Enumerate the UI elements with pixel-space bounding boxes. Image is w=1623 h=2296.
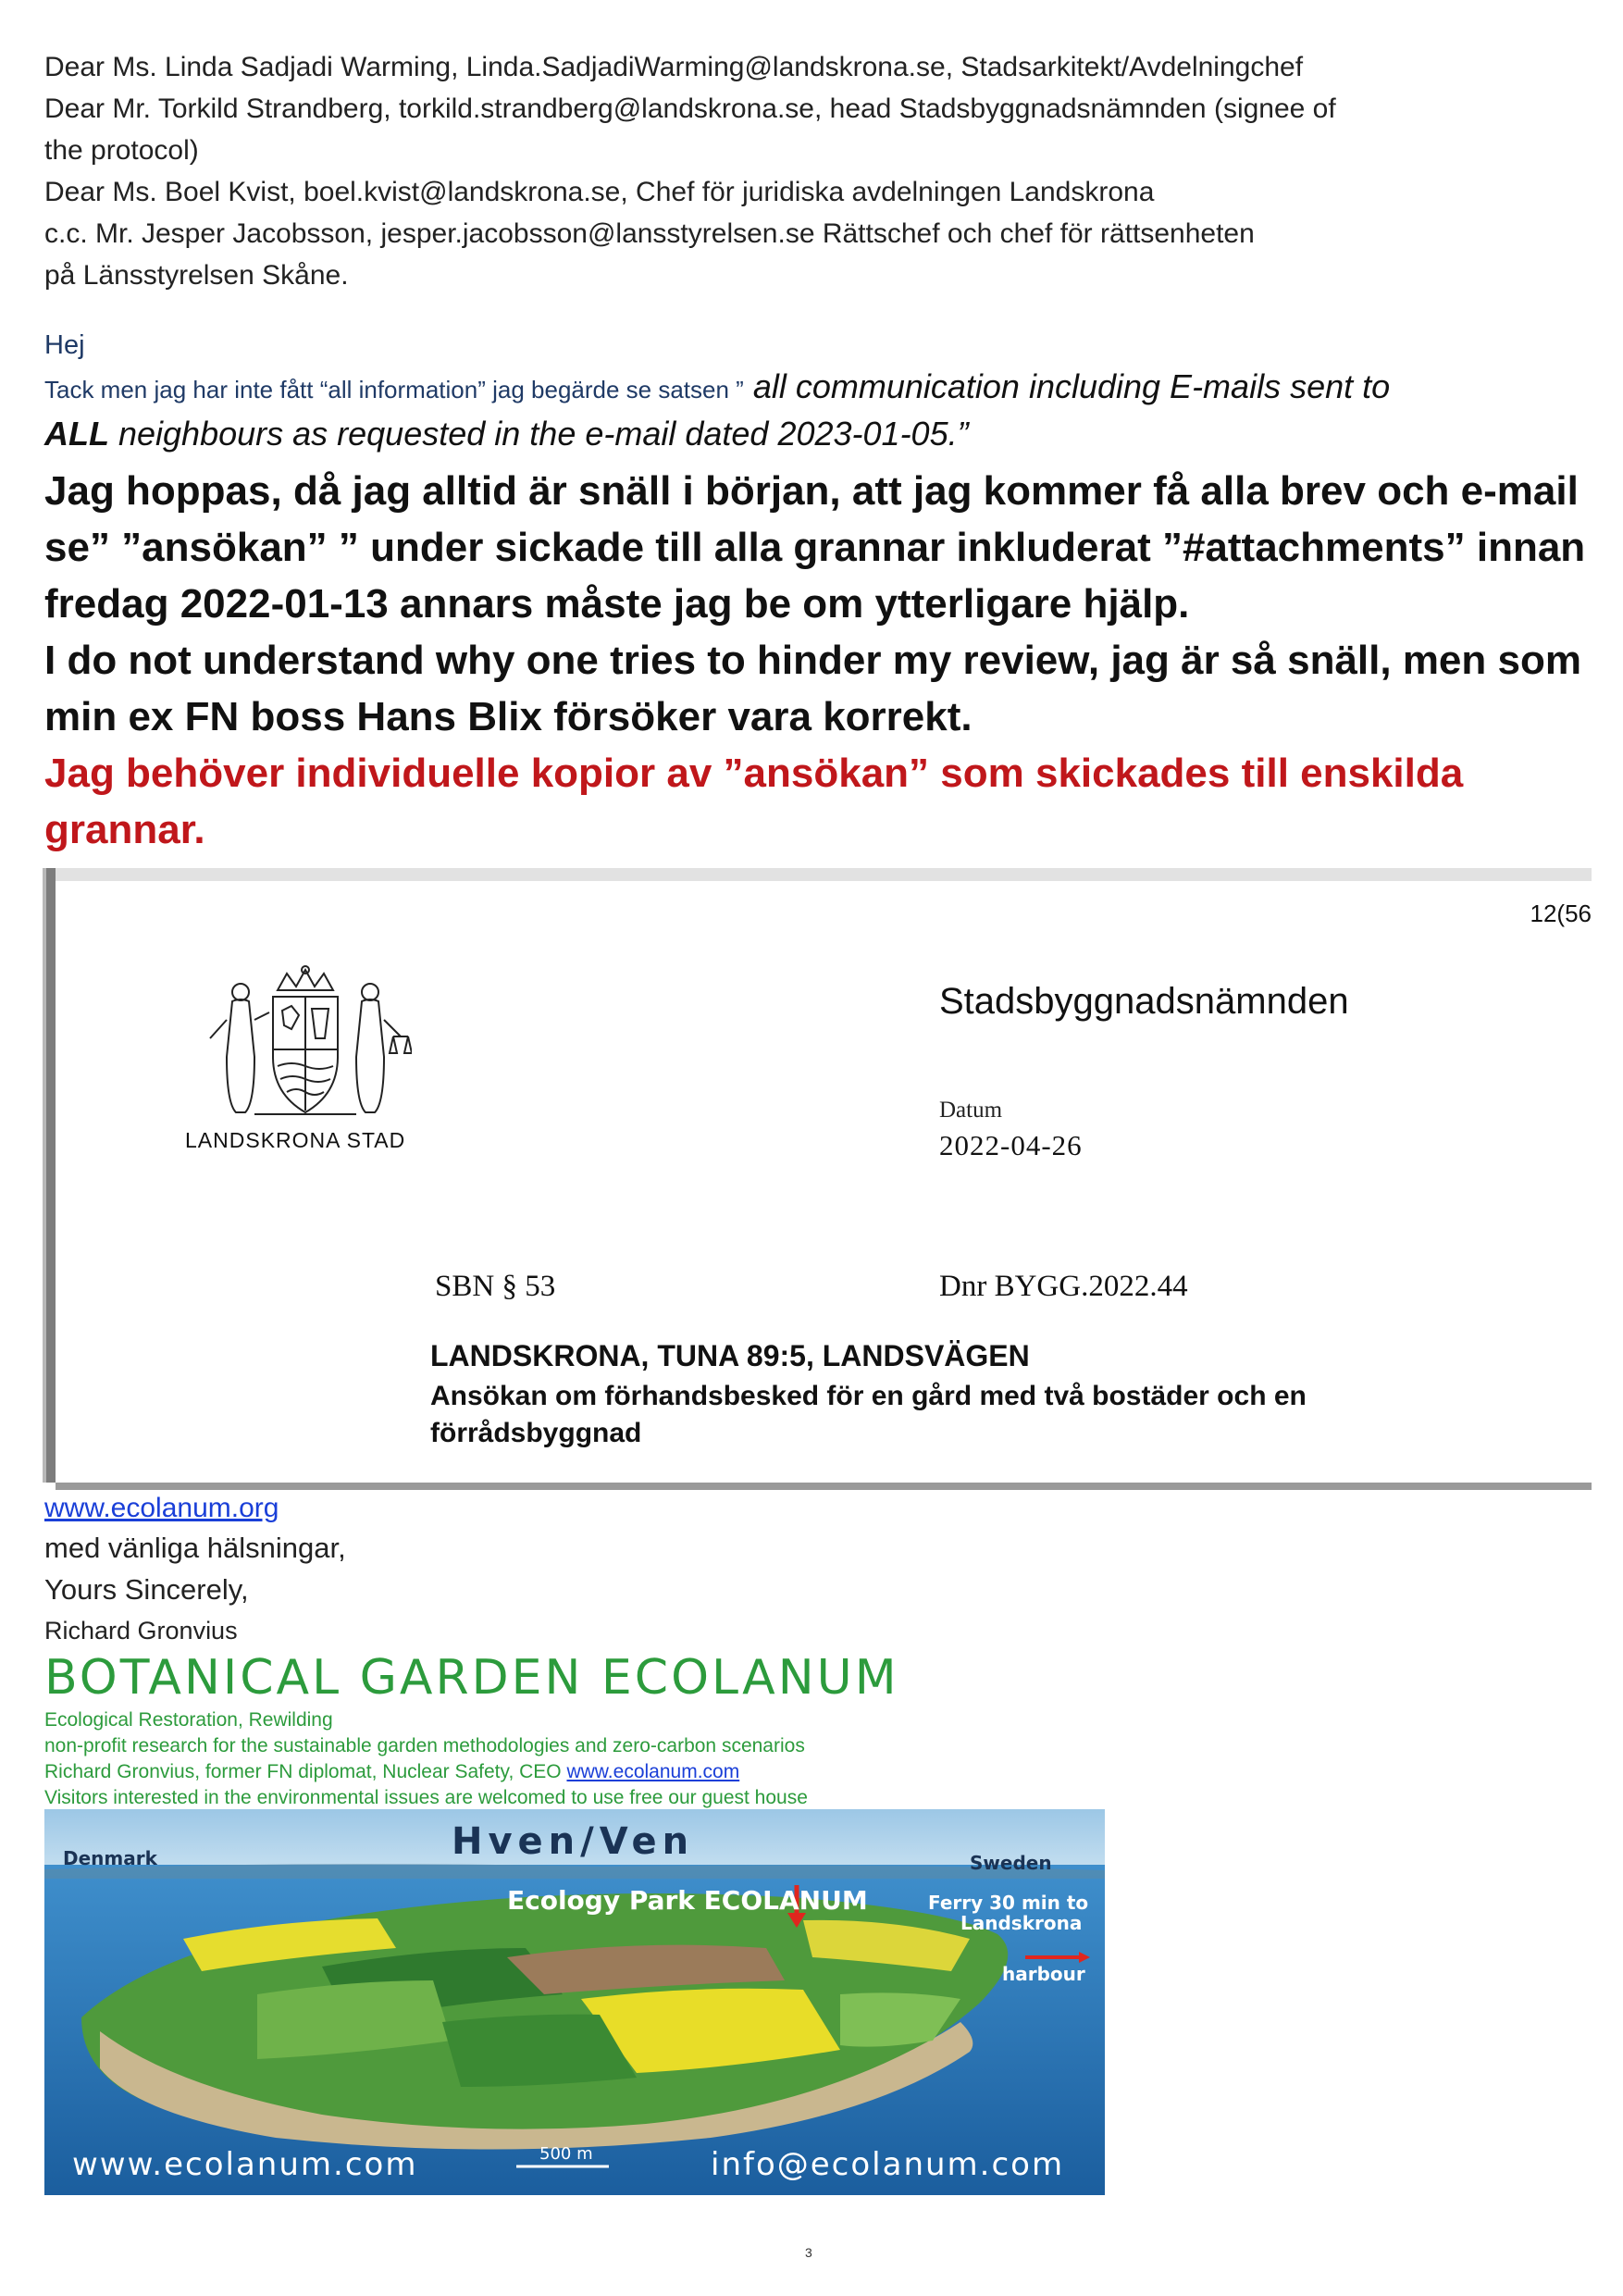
org-website-link[interactable]: www.ecolanum.com	[566, 1761, 740, 1782]
photo-email: info@ecolanum.com	[711, 2146, 1065, 2183]
greeting: Hej	[44, 330, 85, 360]
org-line-2: non-profit research for the sustainable garden methodologies and zero-carbon scenarios	[44, 1735, 805, 1756]
organization-title: BOTANICAL GARDEN ECOLANUM	[44, 1650, 899, 1706]
addressee-line-6: på Länsstyrelsen Skåne.	[44, 260, 349, 291]
request-quote-bold: ALL	[44, 415, 109, 453]
photo-ferry-destination: Landskrona	[960, 1912, 1083, 1934]
date-label: Datum	[939, 1098, 1003, 1123]
application-description: Ansökan om förhandsbesked för en gård med två bostäder och en förrådsbyggnad	[430, 1381, 1307, 1448]
photo-left-label: Denmark	[63, 1847, 157, 1869]
municipality-name: LANDSKRONA STAD	[185, 1128, 406, 1152]
org-line-4: Visitors interested in the environmental issues are welcomed to use free our guest house	[44, 1787, 808, 1808]
request-line	[44, 366, 1390, 411]
org-line-1: Ecological Restoration, Rewilding	[44, 1709, 333, 1731]
protocol-page-number: 12(56	[1530, 900, 1592, 927]
photo-website: www.ecolanum.com	[72, 2146, 418, 2183]
photo-scale-label: 500 m	[539, 2144, 593, 2164]
bold-paragraph-2: I do not understand why one tries to hinder my review, jag är så snäll, men som min ex FN boss Hans Blix försöker vara korrekt.	[44, 638, 1581, 739]
island-aerial-photo	[44, 1809, 1105, 2195]
org-line-3-text: Richard Gronvius, former FN diplomat, Nuclear Safety, CEO	[44, 1761, 567, 1782]
website-link[interactable]: www.ecolanum.org	[44, 1493, 279, 1523]
bold-paragraph-1: Jag hoppas, då jag alltid är snäll i början, att jag kommer få alla brev och e-mail se” ”ansökan” ” under sickade till alla grannar inkluderat ”#attachments” innan fredag 2022-01-13 annars måste jag be om ytterligare hjälp.	[44, 468, 1586, 627]
paragraph-number: SBN § 53	[435, 1270, 556, 1303]
request-intro: Tack men jag har inte fått “all information” jag begärde se satsen ”	[44, 376, 744, 403]
request-quote-2: neighbours as requested in the e-mail dated 2023-01-05.”	[108, 415, 969, 453]
diary-number: Dnr BYGG.2022.44	[939, 1270, 1188, 1303]
photo-right-label: Sweden	[970, 1852, 1052, 1874]
date-value: 2022-04-26	[939, 1129, 1083, 1161]
signer-name: Richard Gronvius	[44, 1617, 238, 1644]
protocol-scan	[56, 868, 1592, 1483]
request-quote-1: all communication including E-mails sent to	[743, 367, 1391, 405]
photo-park-label: Ecology Park ECOLANUM	[507, 1885, 868, 1916]
photo-ferry-label: Ferry 30 min to	[928, 1892, 1089, 1914]
photo-harbour-label: harbour	[1002, 1963, 1085, 1985]
coat-of-arms-logo	[199, 964, 412, 1122]
page-number: 3	[805, 2245, 812, 2260]
addressee-line-5: c.c. Mr. Jesper Jacobsson, jesper.jacobsson@lansstyrelsen.se Rättschef och chef för rättsenheten	[44, 218, 1255, 249]
addressee-line-4: Dear Ms. Boel Kvist, boel.kvist@landskrona.se, Chef för juridiska avdelningen Landskrona	[44, 177, 1155, 207]
addressee-line-3: the protocol)	[44, 135, 199, 166]
org-line-3	[44, 1761, 739, 1783]
photo-title: Hven/Ven	[452, 1820, 695, 1863]
addressee-line-2: Dear Mr. Torkild Strandberg, torkild.strandberg@landskrona.se, head Stadsbyggnadsnämnden (signee of	[44, 93, 1336, 124]
request-line-2	[44, 415, 969, 453]
closing-swedish: med vänliga hälsningar,	[44, 1532, 346, 1564]
closing-english: Yours Sincerely,	[44, 1573, 249, 1606]
addressee-line-1: Dear Ms. Linda Sadjadi Warming, Linda.SadjadiWarming@landskrona.se, Stadsarkitekt/Avdelningchef	[44, 52, 1304, 82]
red-paragraph: Jag behöver individuelle kopior av ”ansökan” som skickades till enskilda grannar.	[44, 751, 1464, 852]
board-title: Stadsbyggnadsnämnden	[939, 981, 1349, 1022]
property-address: LANDSKRONA, TUNA 89:5, LANDSVÄGEN	[430, 1339, 1030, 1372]
